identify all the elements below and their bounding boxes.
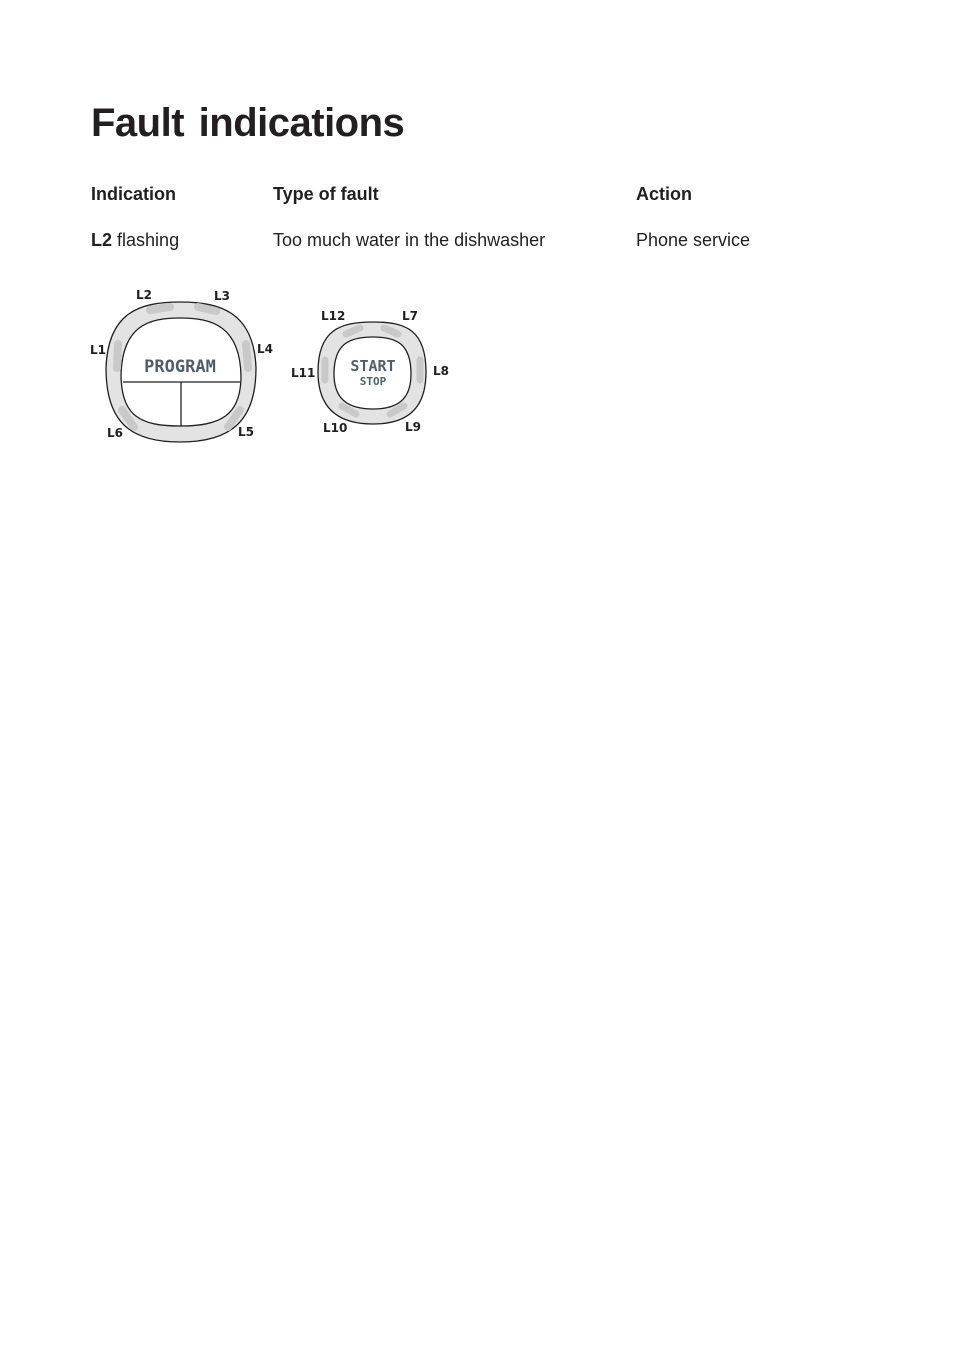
indication-led-name: L2 (91, 230, 113, 250)
column-header-indication: Indication (91, 184, 176, 204)
led-label-l7: L7 (402, 309, 418, 323)
led-label-l6: L6 (107, 426, 123, 440)
led-label-l12: L12 (321, 309, 346, 323)
fault-action-cell: Phone service (636, 230, 751, 250)
led-l2-segment (150, 307, 170, 310)
stop-button-label: STOP (359, 375, 387, 388)
column-header-action: Action (636, 184, 692, 204)
page-title: Fault indications (91, 101, 405, 145)
led-l1-segment (117, 344, 118, 368)
program-button (106, 302, 256, 442)
led-label-l3: L3 (214, 289, 230, 303)
led-label-l11: L11 (291, 366, 316, 380)
fault-indication-cell (91, 230, 179, 252)
led-l4-segment (246, 344, 248, 368)
control-panel-illustration (84, 282, 464, 452)
start-stop-button (318, 322, 426, 424)
program-button-label: PROGRAM (144, 357, 216, 377)
led-label-l8: L8 (433, 364, 449, 378)
led-label-l10: L10 (323, 421, 348, 435)
led-label-l5: L5 (238, 425, 254, 439)
fault-type-cell: Too much water in the dishwasher (273, 230, 546, 250)
led-label-l1: L1 (90, 343, 106, 357)
led-label-l9: L9 (405, 420, 421, 434)
indication-led-state: flashing (117, 230, 180, 250)
column-header-type-of-fault: Type of fault (273, 184, 379, 204)
led-l3-segment (198, 307, 216, 311)
start-button-label: START (350, 357, 396, 375)
led-label-l2: L2 (136, 288, 152, 302)
led-label-l4: L4 (257, 342, 273, 356)
